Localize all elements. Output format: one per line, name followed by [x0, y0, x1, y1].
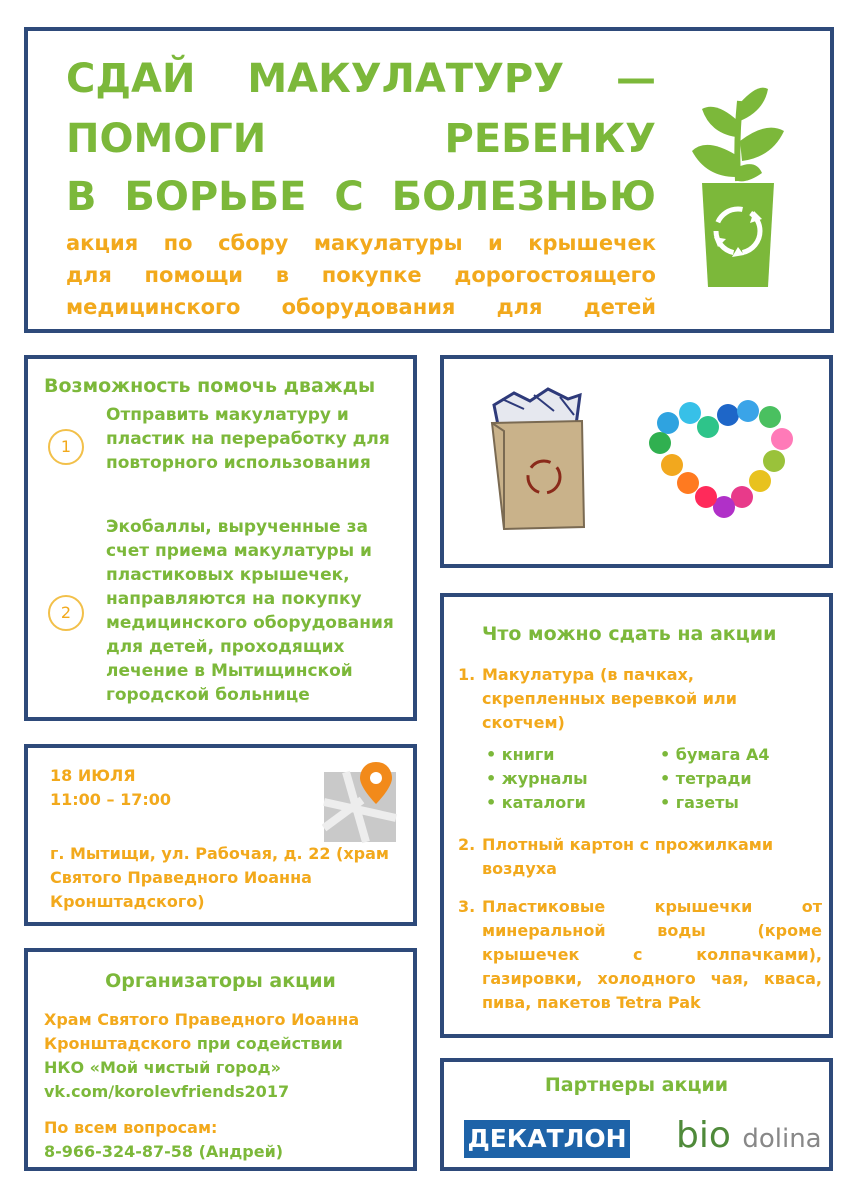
date-location-box: [24, 744, 417, 926]
headline-line-1: СДАЙ МАКУЛАТУРУ —: [66, 56, 656, 102]
partners-box: [440, 1058, 833, 1171]
organizer-nko: НКО «Мой чистый город»: [44, 1058, 281, 1077]
header-box: [24, 27, 834, 333]
item-3-text: Пластиковые крышечки от минеральной воды (кроме крышечек с колпачками), газировки, холодного чая, кваса, пива, пакетов Tetra Pak: [482, 897, 822, 1012]
item-2-number: 2.: [458, 835, 476, 854]
step-1-text: Отправить макулатуру и пластик на переработку для повторного использования: [106, 405, 390, 473]
organizer-support: при содействии: [191, 1034, 343, 1053]
item-3-number: 3.: [458, 897, 476, 916]
help-twice-box: [24, 355, 417, 721]
photos-box: [440, 355, 833, 568]
partners-title: Партнеры акции: [544, 1074, 729, 1096]
subtitle-line-3: медицинского оборудования для детей: [66, 295, 656, 319]
item-2-text: Плотный картон с прожилками воздуха: [482, 835, 774, 878]
bullet-item: • газеты: [660, 791, 739, 815]
paper-bag-icon: [484, 385, 594, 533]
biodolina-logo: [676, 1114, 822, 1161]
bullet-item: • журналы: [486, 767, 588, 791]
map-pin-icon: [322, 762, 398, 844]
biodolina-logo-bio: bio: [676, 1115, 731, 1156]
organizers-box: [24, 948, 417, 1171]
subtitle-line-2: для помощи в покупке дорогостоящего: [66, 263, 656, 287]
bullet-item: • книги: [486, 743, 555, 767]
decathlon-logo: ДЕКАТЛОН: [464, 1120, 630, 1158]
item-1-text: Макулатура (в пачках, скрепленных веревкой или скотчем): [482, 665, 737, 732]
subtitle-line-1: акция по сбору макулатуры и крышечек: [66, 231, 656, 255]
bullet-item: • бумага А4: [660, 743, 770, 767]
step-1-badge: 1: [48, 429, 84, 465]
headline-line-2: ПОМОГИ РЕБЕНКУ: [66, 116, 656, 162]
headline-line-3: В БОРЬБЕ С БОЛЕЗНЬЮ: [66, 174, 656, 220]
questions-label: По всем вопросам:: [44, 1118, 218, 1137]
bottle-caps-heart-image: [644, 399, 804, 519]
organizers-text: [44, 1008, 404, 1104]
organizer-link[interactable]: vk.com/korolevfriends2017: [44, 1082, 290, 1101]
bullet-item: • тетради: [660, 767, 752, 791]
help-title: Возможность помочь дважды: [44, 375, 376, 397]
item-1-number: 1.: [458, 665, 476, 684]
contact-phone: 8-966-324-87-58 (Андрей): [44, 1142, 284, 1161]
biodolina-logo-dolina: dolina: [742, 1124, 822, 1154]
organizer-church: Храм Святого Праведного Иоанна Кронштадского: [44, 1010, 360, 1053]
accepted-items-box: [440, 593, 833, 1038]
bullet-item: • каталоги: [486, 791, 586, 815]
items-title: Что можно сдать на акции: [482, 623, 777, 645]
organizers-title: Организаторы акции: [105, 970, 336, 992]
event-address: г. Мытищи, ул. Рабочая, д. 22 (храм Святого Праведного Иоанна Кронштадского): [50, 844, 389, 911]
plant-recycle-icon: [688, 81, 788, 289]
event-time: 11:00 – 17:00: [50, 790, 171, 809]
event-date: 18 ИЮЛЯ: [50, 766, 136, 785]
step-2-badge: 2: [48, 595, 84, 631]
step-2-text: Экобаллы, вырученные за счет приема макулатуры и пластиковых крышечек, направляются на покупку медицинского оборудования для детей, проходящих лечение в Мытищинской городской больнице: [106, 517, 394, 705]
